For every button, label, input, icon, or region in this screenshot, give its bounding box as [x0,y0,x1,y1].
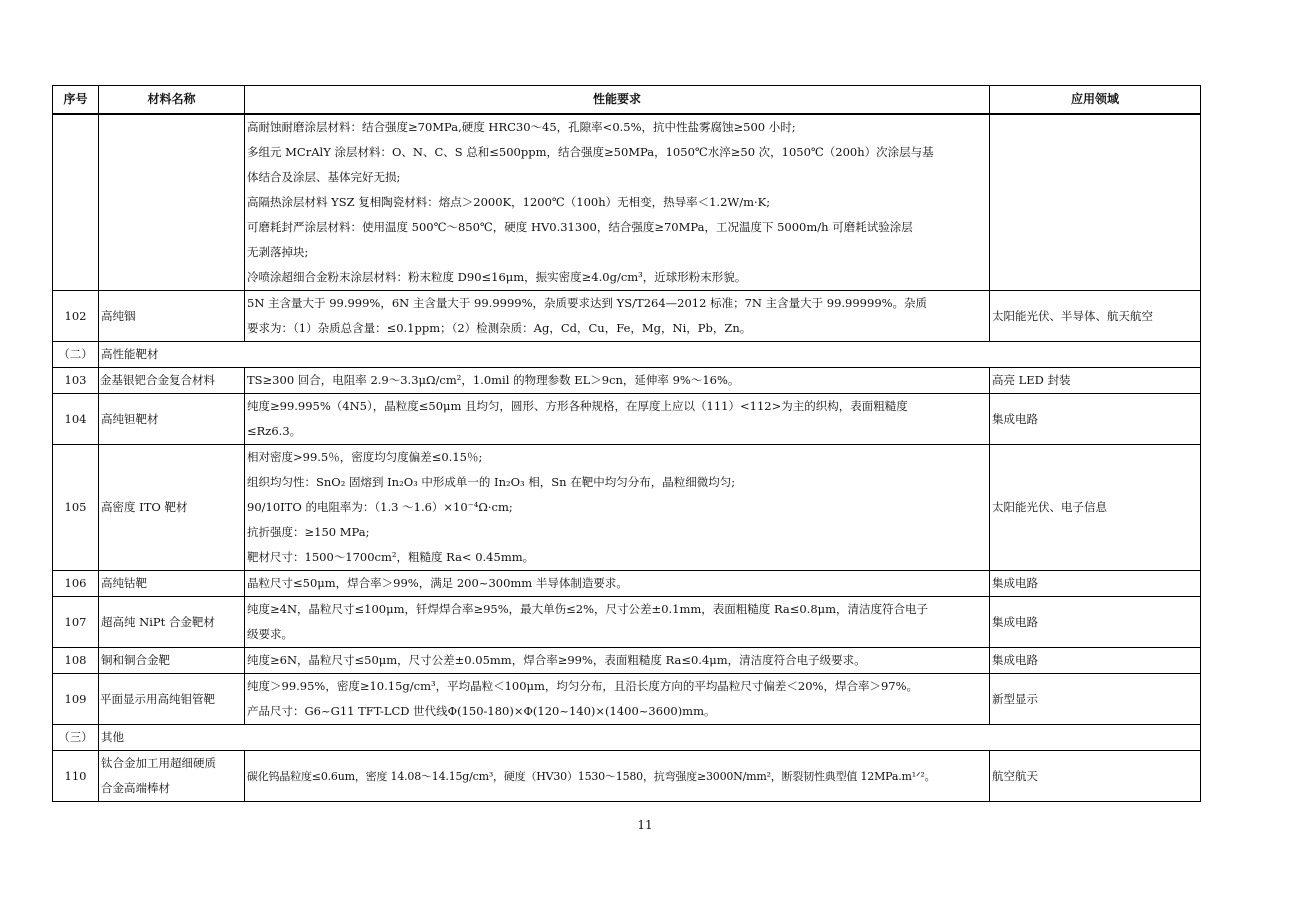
performance-cell [245,394,990,445]
perf-line: 纯度＞99.95%，密度≥10.15g/cm³，平均晶粒＜100μm，均匀分布，且沿长度方向的平均晶粒尺寸偏差＜20%，焊合率＞97%。 [247,679,919,693]
application-cell: 集成电路 [990,394,1201,445]
material-name-line: 钛合金加工用超细硬质 [101,756,216,770]
perf-line: 可磨耗封严涂层材料：使用温度 500℃～850℃，硬度 HV0.31300，结合强度≥70MPa，工况温度下 5000m/h 可磨耗试验涂层 [247,220,913,234]
table-row [53,751,1201,802]
application-cell: 集成电路 [990,648,1201,674]
perf-line: 靶材尺寸：1500～1700cm²，粗糙度 Ra< 0.45mm。 [247,550,535,564]
perf-line: 90/10ITO 的电阻率为：（1.3 ～1.6）×10⁻⁴Ω·cm; [247,500,513,514]
performance-cell [245,751,990,802]
application-cell [990,114,1201,291]
material-name: 平面显示用高纯钼管靶 [99,674,245,725]
table-row [53,571,1201,597]
table-row [53,674,1201,725]
row-number: 109 [53,674,99,725]
header-serial: 序号 [53,86,99,115]
material-name: 超高纯 NiPt 合金靶材 [99,597,245,648]
perf-line: 纯度≥6N，晶粒尺寸≤50μm，尺寸公差±0.05mm，焊合率≥99%，表面粗糙度 Ra≤0.4μm，清洁度符合电子级要求。 [247,653,866,667]
material-name: 高纯钽靶材 [99,394,245,445]
perf-line: 纯度≥4N，晶粒尺寸≤100μm，钎焊焊合率≥95%，最大单伤≤2%，尺寸公差±0.1mm，表面粗糙度 Ra≤0.8μm，清洁度符合电子 [247,602,929,616]
section-title: 其他 [99,725,1201,751]
application-cell: 集成电路 [990,571,1201,597]
row-number [53,114,99,291]
header-material-name: 材料名称 [99,86,245,115]
perf-line: 要求为：（1）杂质总含量：≤0.1ppm；（2）检测杂质：Ag，Cd，Cu，Fe，Mg，Ni，Pb，Zn。 [247,321,752,335]
table-row [53,394,1201,445]
application-cell: 太阳能光伏、半导体、航天航空 [990,291,1201,342]
table-row [53,445,1201,571]
row-number: 110 [53,751,99,802]
table-row [53,114,1201,291]
perf-line: 冷喷涂超细合金粉末涂层材料：粉末粒度 D90≤16μm，振实密度≥4.0g/cm³，近球形粉末形貌。 [247,270,747,284]
performance-cell [245,674,990,725]
application-cell: 太阳能光伏、电子信息 [990,445,1201,571]
section-number: （三） [53,725,99,751]
performance-cell [245,291,990,342]
table-row [53,291,1201,342]
row-number: 104 [53,394,99,445]
performance-cell [245,368,990,394]
section-row [53,725,1201,751]
materials-table [52,85,1201,802]
application-cell: 高亮 LED 封装 [990,368,1201,394]
perf-line: 组织均匀性：SnO₂ 固熔到 In₂O₃ 中形成单一的 In₂O₃ 相，Sn 在靶中均匀分布，晶粒细微均匀; [247,475,736,489]
material-name-line: 合金高端棒材 [101,781,170,795]
material-name [99,751,245,802]
perf-line: 高耐蚀耐磨涂层材料：结合强度≥70MPa,硬度 HRC30～45，孔隙率<0.5%，抗中性盐雾腐蚀≥500 小时; [247,120,796,134]
section-row [53,342,1201,368]
perf-line: 相对密度>99.5％，密度均匀度偏差≤0.15％; [247,450,483,464]
table-row [53,597,1201,648]
row-number: 106 [53,571,99,597]
application-cell: 航空航天 [990,751,1201,802]
table-header-row [53,86,1201,115]
perf-line: 碳化钨晶粒度≤0.6um，密度 14.08～14.15g/cm³，硬度（HV30）1530～1580，抗弯强度≥3000N/mm²，断裂韧性典型值 12MPa.m¹ᐟ²。 [247,769,936,783]
material-name: 金基银钯合金复合材料 [99,368,245,394]
performance-cell [245,571,990,597]
material-name: 铜和铜合金靶 [99,648,245,674]
table-row [53,648,1201,674]
perf-line: 纯度≥99.995%（4N5），晶粒度≤50μm 且均匀，圆形、方形各种规格，在厚度上应以（111）<112>为主的织构，表面粗糙度 [247,399,908,413]
perf-line: TS≥300 回合，电阻率 2.9～3.3μΩ/cm²，1.0mil 的物理参数 EL＞9cn，延伸率 9%～16%。 [247,373,740,387]
table-row [53,368,1201,394]
section-title: 高性能靶材 [99,342,1201,368]
row-number: 105 [53,445,99,571]
perf-line: 无剥落掉块; [247,245,309,259]
performance-cell [245,597,990,648]
perf-line: 晶粒尺寸≤50μm，焊合率＞99%，满足 200~300mm 半导体制造要求。 [247,576,628,590]
material-name [99,114,245,291]
perf-line: 高隔热涂层材料 YSZ 复相陶瓷材料：熔点＞2000K，1200℃（100h）无相变，热导率＜1.2W/m·K; [247,195,771,209]
header-performance: 性能要求 [245,86,990,115]
perf-line: 级要求。 [247,627,293,641]
perf-line: 产品尺寸：G6~G11 TFT-LCD 世代线Φ(150-180)×Φ(120~140)×(1400~3600)mm。 [247,704,716,718]
header-application: 应用领域 [990,86,1201,115]
material-name: 高纯铟 [99,291,245,342]
row-number: 103 [53,368,99,394]
perf-line: 抗折强度：≥150 MPa; [247,525,370,539]
perf-line: 5N 主含量大于 99.999%，6N 主含量大于 99.9999%，杂质要求达到 YS/T264—2012 标准；7N 主含量大于 99.99999%。杂质 [247,296,928,310]
row-number: 102 [53,291,99,342]
section-number: （二） [53,342,99,368]
application-cell: 集成电路 [990,597,1201,648]
performance-cell [245,114,990,291]
material-name: 高密度 ITO 靶材 [99,445,245,571]
row-number: 107 [53,597,99,648]
perf-line: 体结合及涂层、基体完好无损; [247,170,401,184]
perf-line: ≤Rz6.3。 [247,424,302,438]
row-number: 108 [53,648,99,674]
performance-cell [245,648,990,674]
material-name: 高纯钴靶 [99,571,245,597]
page-number: 11 [637,818,653,832]
performance-cell [245,445,990,571]
perf-line: 多组元 MCrAlY 涂层材料：O、N、C、S 总和≤500ppm，结合强度≥50MPa，1050℃水淬≥50 次，1050℃（200h）次涂层与基 [247,145,934,159]
application-cell: 新型显示 [990,674,1201,725]
